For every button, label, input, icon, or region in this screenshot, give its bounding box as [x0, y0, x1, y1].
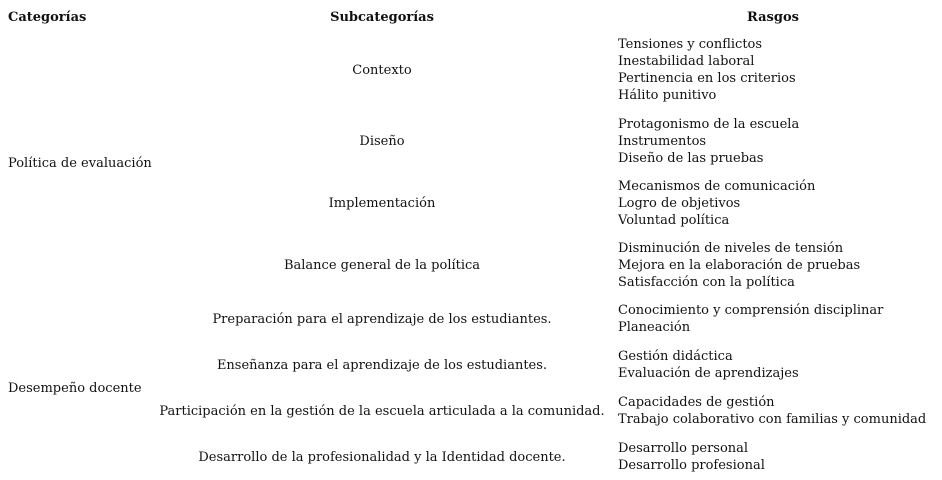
traits-cell [610, 234, 936, 296]
trait-item: Desarrollo personal [618, 441, 749, 456]
trait-item: Desarrollo profesional [618, 458, 765, 473]
subcategory-cell: Implementación [328, 195, 436, 211]
subcategory-cell: Participación en la gestión de la escuela articulada a la comunidad. [159, 403, 605, 419]
trait-item: Disminución de niveles de tensión [618, 240, 844, 256]
header-subcategorias: Subcategorías [330, 9, 434, 25]
header-row [4, 4, 936, 30]
trait-item: Voluntad política [618, 212, 730, 228]
subcategory-cell: Diseño [359, 133, 405, 149]
trait-item: Mecanismos de comunicación [618, 178, 816, 194]
header-rasgos: Rasgos [747, 9, 799, 25]
traits-cell [610, 30, 936, 110]
category-cell: Desempeño docente [8, 380, 142, 396]
category-cell: Política de evaluación [8, 155, 152, 171]
traits-cell [610, 342, 936, 388]
subcategory-cell: Enseñanza para el aprendizaje de los estudiantes. [216, 357, 548, 373]
subcategory-cell: Preparación para el aprendizaje de los estudiantes. [212, 311, 552, 327]
traits-cell [610, 434, 936, 480]
table-body [4, 30, 936, 480]
trait-item: Mejora en la elaboración de pruebas [618, 257, 861, 273]
trait-item: Gestión didáctica [618, 349, 733, 364]
trait-item: Diseño de las pruebas [618, 150, 764, 166]
trait-item: Instrumentos [618, 133, 707, 149]
table-row [4, 296, 936, 342]
trait-item: Hálito punitivo [618, 88, 717, 103]
header-categorias: Categorías [8, 9, 87, 25]
trait-item: Tensiones y conflictos [618, 37, 763, 52]
trait-item: Pertinencia en los criterios [618, 71, 796, 86]
traits-cell [610, 110, 936, 172]
trait-item: Satisfacción con la política [618, 274, 795, 290]
trait-item: Conocimiento y comprensión disciplinar [618, 303, 884, 318]
table-header [4, 4, 936, 30]
subcategory-cell: Balance general de la política [283, 257, 481, 273]
traits-cell [610, 296, 936, 342]
traits-cell [610, 388, 936, 434]
categories-table [4, 4, 936, 480]
trait-item: Planeación [618, 320, 691, 335]
trait-item: Evaluación de aprendizajes [618, 366, 799, 381]
trait-item: Logro de objetivos [618, 195, 741, 211]
subcategory-cell: Contexto [352, 62, 412, 78]
table-row [4, 30, 936, 110]
trait-item: Inestabilidad laboral [618, 54, 755, 69]
trait-item: Capacidades de gestión [618, 395, 775, 410]
trait-item: Protagonismo de la escuela [618, 116, 800, 132]
trait-item: Trabajo colaborativo con familias y comunidad [618, 412, 927, 427]
subcategory-cell: Desarrollo de la profesionalidad y la Identidad docente. [198, 449, 566, 465]
traits-cell [610, 172, 936, 234]
